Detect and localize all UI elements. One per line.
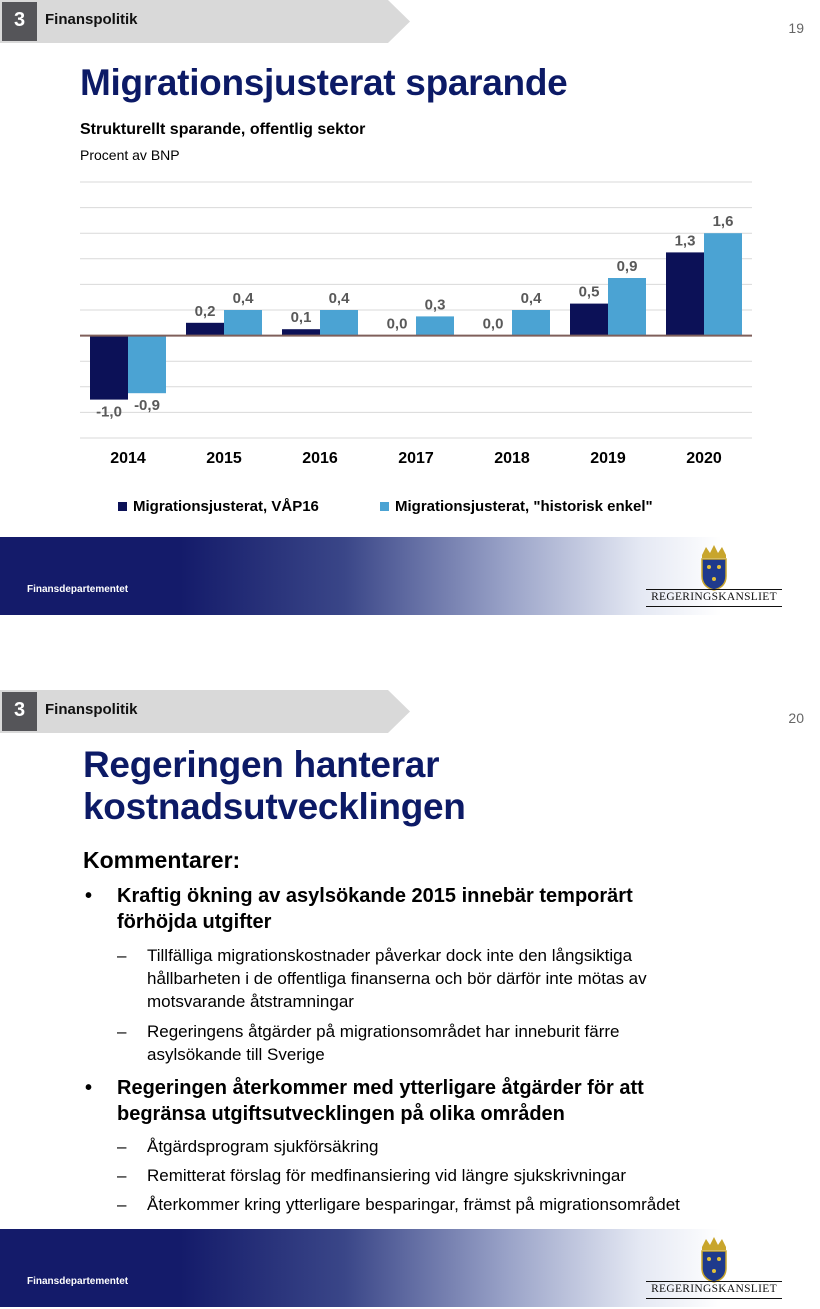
legend-label: Migrationsjusterat, VÅP16 xyxy=(133,498,319,515)
crown-shield-icon xyxy=(646,543,782,591)
slide-title-line: Regeringen hanterar xyxy=(83,744,440,785)
bullet-line: begränsa utgiftsutvecklingen på olika områden xyxy=(117,1103,565,1125)
x-tick-label: 2014 xyxy=(110,450,146,467)
logo-text: REGERINGSKANSLIET xyxy=(651,1283,777,1295)
sub-bullet-line: asylsökande till Sverige xyxy=(147,1045,325,1064)
data-label: 0,0 xyxy=(386,315,408,333)
data-label: 0,2 xyxy=(194,302,216,320)
logo-rule-bottom xyxy=(646,606,782,607)
bar xyxy=(416,316,454,335)
bar xyxy=(512,310,550,336)
bullet-line: förhöjda utgifter xyxy=(117,911,272,933)
sub-bullet-line: Åtgärdsprogram sjukförsäkring xyxy=(147,1137,379,1156)
slide-title-line: kostnadsutvecklingen xyxy=(83,786,466,827)
logo-text: REGERINGSKANSLIET xyxy=(651,591,777,603)
footer-department: Finansdepartementet xyxy=(27,584,129,595)
footer-band xyxy=(0,537,820,615)
sub-bullet-line: hållbarheten i de offentliga finanserna och bör därför inte mötas av xyxy=(147,969,647,988)
slide-title xyxy=(83,744,466,828)
bullet-dot: • xyxy=(85,885,93,907)
data-label: 0,4 xyxy=(520,290,542,307)
bar xyxy=(186,323,224,336)
legend-label: Migrationsjusterat, "historisk enkel" xyxy=(395,498,653,515)
data-label: 1,6 xyxy=(712,213,734,231)
section-label: Finanspolitik xyxy=(45,701,138,718)
sub-bullet-line: Remitterat förslag för medfinansiering vid längre sjukskrivningar xyxy=(147,1166,627,1185)
regeringskansliet-logo xyxy=(646,1235,782,1301)
comments-heading: Kommentarer: xyxy=(83,847,241,873)
bar xyxy=(128,336,166,394)
bullet-dot: • xyxy=(85,1077,93,1099)
slide-title: Migrationsjusterat sparande xyxy=(80,62,568,103)
x-tick-label: 2016 xyxy=(302,450,338,467)
legend-item-vap16 xyxy=(118,498,319,515)
x-tick-label: 2018 xyxy=(494,450,530,467)
data-label: 0,4 xyxy=(328,290,350,307)
bar xyxy=(704,233,742,335)
sub-bullet-line: Återkommer kring ytterligare besparingar, främst på migrationsområdet xyxy=(147,1195,680,1214)
sub-bullet-dash: – xyxy=(117,1137,127,1156)
bullet-line: Kraftig ökning av asylsökande 2015 innebär temporärt xyxy=(117,885,633,907)
x-tick-label: 2015 xyxy=(206,450,242,467)
section-label: Finanspolitik xyxy=(45,11,138,28)
sub-bullet-dash: – xyxy=(117,946,127,965)
section-number: 3 xyxy=(2,2,37,41)
page-number: 19 xyxy=(788,20,804,36)
data-label: 0,1 xyxy=(290,309,312,327)
sub-bullet-dash: – xyxy=(117,1195,127,1214)
x-tick-label: 2020 xyxy=(686,450,722,467)
data-label: -1,0 xyxy=(96,403,122,421)
bar xyxy=(570,304,608,336)
data-label: 0,0 xyxy=(482,315,504,333)
slide-19 xyxy=(0,0,820,615)
sub-bullet-line: Tillfälliga migrationskostnader påverkar dock inte den långsiktiga xyxy=(147,946,633,965)
data-label: 1,3 xyxy=(674,232,696,250)
section-header xyxy=(0,0,410,43)
sub-bullet-line: motsvarande åtstramningar xyxy=(147,992,354,1011)
sub-bullet-dash: – xyxy=(117,1022,127,1041)
legend-swatch-navy xyxy=(118,502,127,511)
sub-bullet-line: Regeringens åtgärder på migrationsområdet har inneburit färre xyxy=(147,1022,620,1041)
logo-rule-top xyxy=(646,589,782,590)
bullet-line: Regeringen återkommer med ytterligare åtgärder för att xyxy=(117,1077,644,1099)
bar xyxy=(666,252,704,335)
data-label: 0,9 xyxy=(616,258,638,275)
bar xyxy=(224,310,262,336)
x-tick-label: 2019 xyxy=(590,450,626,467)
footer-band xyxy=(0,1229,820,1307)
bar xyxy=(320,310,358,336)
data-label: 0,3 xyxy=(424,296,446,314)
regeringskansliet-logo xyxy=(646,543,782,609)
legend-item-historisk xyxy=(380,498,653,515)
data-label: 0,4 xyxy=(232,290,254,307)
bar-chart xyxy=(0,160,820,480)
crown-shield-icon xyxy=(646,1235,782,1283)
chart-subtitle: Procent av BNP xyxy=(80,147,180,163)
data-label: -0,9 xyxy=(134,397,160,415)
bar xyxy=(608,278,646,336)
data-label: 0,5 xyxy=(578,283,600,301)
legend-swatch-light-blue xyxy=(380,502,389,511)
logo-rule-bottom xyxy=(646,1298,782,1299)
sub-bullet-dash: – xyxy=(117,1166,127,1185)
chart-title: Strukturellt sparande, offentlig sektor xyxy=(80,121,366,138)
slide-20 xyxy=(0,690,820,1309)
logo-rule-top xyxy=(646,1281,782,1282)
section-header xyxy=(0,690,410,733)
footer-department: Finansdepartementet xyxy=(27,1276,129,1287)
bar xyxy=(90,336,128,400)
section-number: 3 xyxy=(2,692,37,731)
page-number: 20 xyxy=(788,710,804,726)
x-tick-label: 2017 xyxy=(398,450,434,467)
